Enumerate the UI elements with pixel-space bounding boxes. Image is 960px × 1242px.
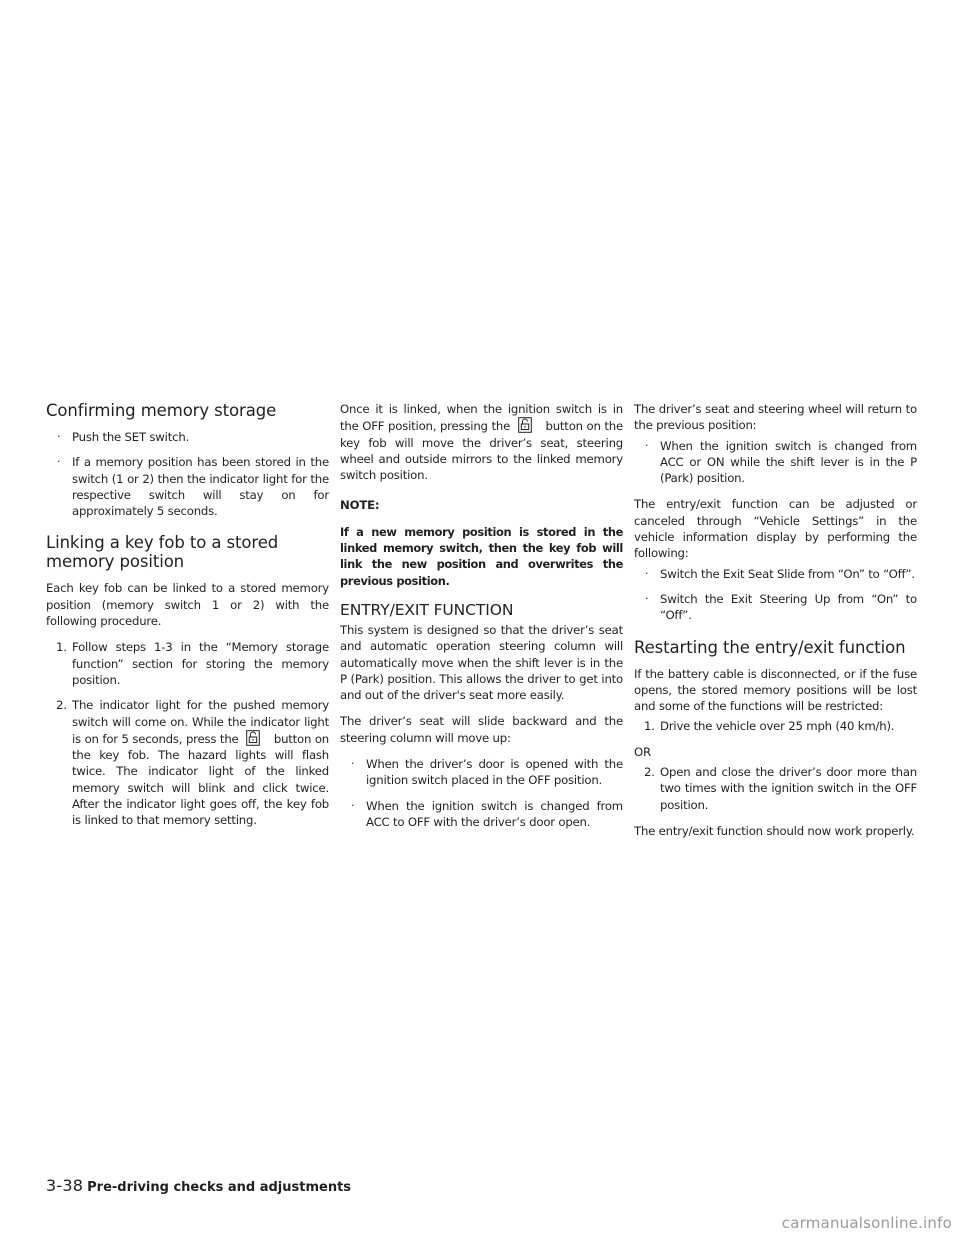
list-item-text: When the driver’s door is opened with the ignition switch placed in the OFF position. [366,757,623,788]
page-number: 3-38 [46,1176,84,1195]
list-item [46,454,329,519]
list-item [634,591,917,624]
bullet-list-return [634,438,917,487]
step-number: 2. [56,698,67,713]
step-number: 2. [644,765,655,780]
list-item [340,798,623,831]
step-text: Drive the vehicle over 25 mph (40 km/h). [660,719,895,734]
list-item-text: Switch the Exit Seat Slide from “On” to “Off”. [660,566,915,581]
step-text-a: The indicator light for the pushed memory switch will come on. While the indicator light is on for 5 seconds, press the [72,698,329,746]
heading-linking-key-fob: Linking a key fob to a stored memory position [46,533,279,572]
or-label: OR [634,744,651,759]
bullet-icon: · [351,757,355,771]
step-text: Follow steps 1-3 in the “Memory storage function” section for storing the memory position. [72,640,329,687]
bullet-icon: · [57,430,61,443]
step-number: 1. [56,640,67,655]
step-text: Open and close the driver’s door more than two times with the ignition switch in the OFF position. [660,765,917,812]
entry-exit-para-1: This system is designed so that the driver’s seat and automatic operation steering column will automatically move when the shift lever is in the P (Park) position. This allows the driver to get into and out of the driver's seat more easily. [340,622,623,703]
bullet-list-confirm [46,429,329,519]
list-item [46,697,329,828]
list-item-text: Switch the Exit Steering Up from “On” to “Off”. [660,591,917,623]
note-label: NOTE: [340,498,380,513]
list-item [634,438,917,487]
restart-para: If the battery cable is disconnected, or if the fuse opens, the stored memory positions will be lost and some of the functions will be restricted: [634,666,917,714]
section-title: Pre-driving checks and adjustments [87,1180,352,1195]
bullet-list-entry-exit [340,756,623,830]
restart-closing: The entry/exit function should now work properly. [634,823,915,838]
steps-list-linking [46,639,329,828]
steps-list-restart-1 [634,718,917,734]
list-item [340,756,623,789]
page-footer [46,1176,351,1195]
bullet-list-adjust [634,566,917,624]
heading-entry-exit-function: ENTRY/EXIT FUNCTION [340,600,514,619]
unlock-icon [246,730,260,746]
list-item-text: If a memory position has been stored in the switch (1 or 2) then the indicator light for the respective switch will stay on for approximately 5 seconds. [72,455,329,519]
return-para: The driver’s seat and steering wheel will return to the previous position: [634,402,917,433]
column-3 [634,401,917,849]
linked-paragraph [340,401,623,483]
column-2 [340,401,623,840]
step-number: 1. [644,719,655,734]
bullet-icon: · [57,455,61,469]
note-text: If a new memory position is stored in the linked memory switch, then the key fob will link the new position and overwrites the previous position. [340,524,623,588]
adjust-para: The entry/exit function can be adjusted or canceled through “Vehicle Settings” in the vehicle information display by performing the following: [634,497,917,561]
list-item [46,429,329,445]
unlock-icon [518,417,532,433]
step-text-b: button on the key fob. The hazard lights will flash twice. The indicator light of the linked memory switch will blink and click twice. After the indicator light goes off, the key fob is linked to that memory setting. [72,731,330,828]
bullet-icon: · [645,438,649,452]
bullet-icon: · [645,566,649,580]
heading-restarting-entry-exit: Restarting the entry/exit function [634,637,906,657]
linking-intro: Each key fob can be linked to a stored memory position (memory switch 1 or 2) with the following procedure. [46,581,329,629]
column-1 [46,401,329,839]
list-item [46,639,329,688]
list-item [634,718,917,734]
entry-exit-para-2: The driver’s seat will slide backward and the steering column will move up: [340,714,623,745]
list-item-text: When the ignition switch is changed from ACC or ON while the shift lever is in the P (Park) position. [660,438,917,486]
linked-text-b: button on the key fob will move the driver’s seat, steering wheel and outside mirrors to the linked memory switch position. [340,419,624,483]
list-item-text: Push the SET switch. [72,430,190,444]
list-item [634,764,917,813]
list-item [634,566,917,582]
bullet-icon: · [645,591,649,605]
steps-list-restart-2 [634,764,917,813]
linked-text-a: Once it is linked, when the ignition switch is in the OFF position, pressing the [340,402,623,434]
list-item-text: When the ignition switch is changed from ACC to OFF with the driver’s door open. [366,798,623,829]
heading-confirming-memory-storage: Confirming memory storage [46,401,277,420]
bullet-icon: · [351,798,355,812]
watermark: carmanualsonline.info [781,1214,952,1232]
